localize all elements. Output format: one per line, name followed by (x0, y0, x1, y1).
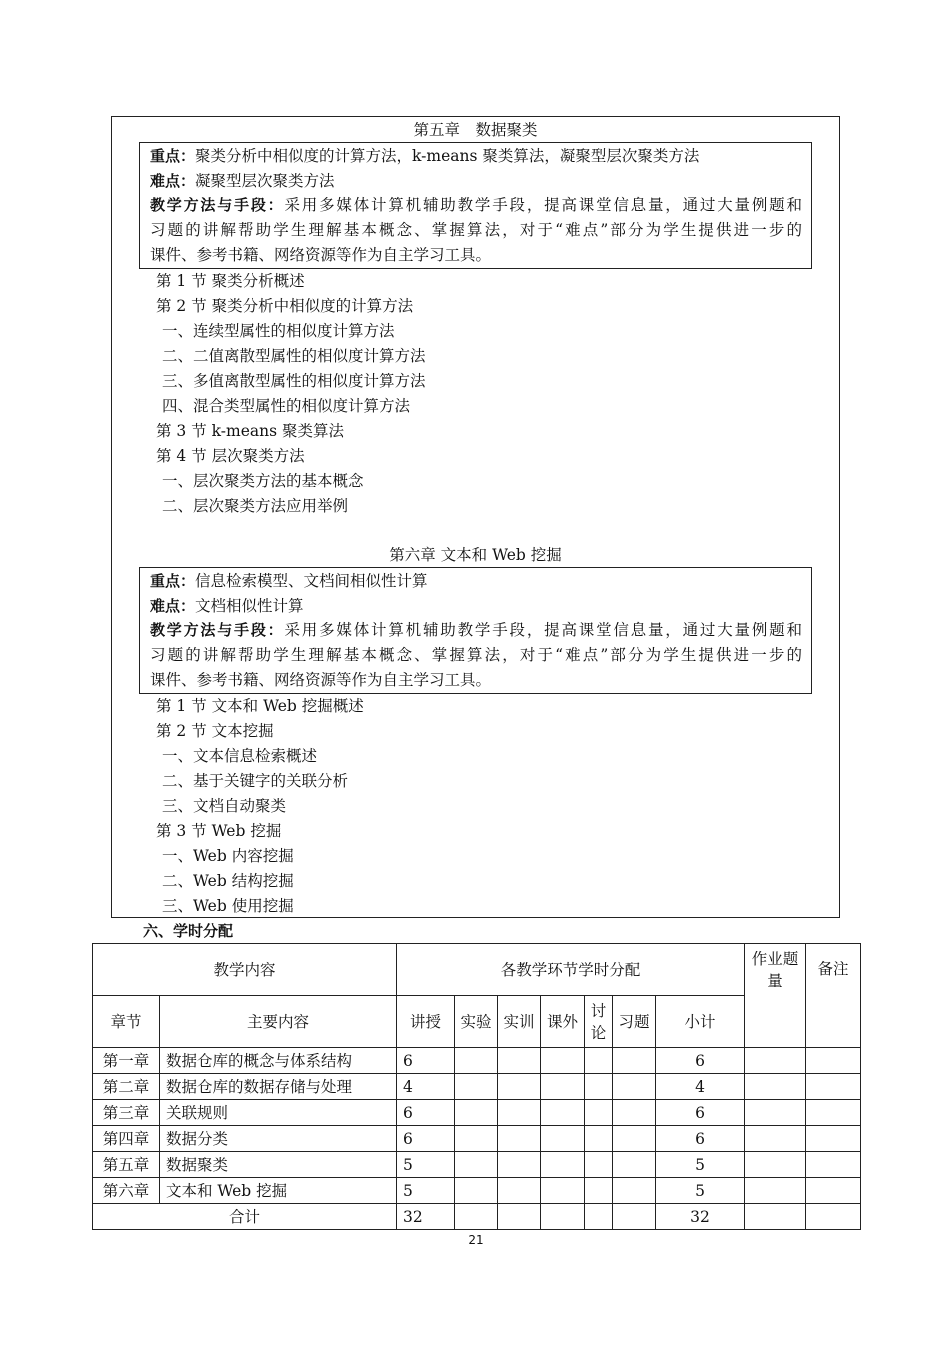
chapter6-difficult-line (150, 594, 802, 619)
total-subtotal-cell: 32 (656, 1204, 745, 1230)
outline-item: 三、Web 使用挖掘 (162, 897, 294, 915)
content-cell: 数据仓库的数据存储与处理 (160, 1074, 397, 1100)
header-cell: 实验 (455, 996, 498, 1048)
lecture-cell: 5 (397, 1152, 455, 1178)
chapter-cell: 第五章 (93, 1152, 160, 1178)
content-cell: 关联规则 (160, 1100, 397, 1126)
key-label: 重点： (150, 572, 196, 590)
method-text-end: 课件、参考书籍、网络资源等作为自主学习工具。 (150, 245, 492, 264)
chapter-cell: 第六章 (93, 1178, 160, 1204)
chapter6-keypoints-box (139, 567, 812, 694)
header-cell: 习题 (613, 996, 656, 1048)
chapter5-title: 第五章 数据聚类 (413, 121, 538, 139)
chapter5-method-line (150, 193, 802, 218)
table-row (93, 1152, 861, 1178)
method-text-cont: 习题的讲解帮助学生理解基本概念、掌握算法，对于“难点”部分为学生提供进一步的 (150, 221, 802, 240)
content-cell: 数据分类 (160, 1126, 397, 1152)
method-label: 教学方法与手段： (150, 621, 285, 640)
header-cell: 备注 (806, 944, 861, 1048)
chapter5-keypoints-box (139, 142, 812, 269)
chapter6-title: 第六章 文本和 Web 挖掘 (389, 546, 562, 564)
outline-item: 三、文档自动聚类 (162, 797, 287, 815)
lecture-cell: 6 (397, 1100, 455, 1126)
outline-item: 一、连续型属性的相似度计算方法 (162, 322, 395, 340)
outline-item: 二、层次聚类方法应用举例 (162, 497, 349, 515)
total-label-cell: 合计 (93, 1204, 397, 1230)
lecture-cell: 6 (397, 1126, 455, 1152)
key-text: 聚类分析中相似度的计算方法，k-means 聚类算法，凝聚型层次聚类方法 (195, 147, 700, 165)
table-total-row (93, 1204, 861, 1230)
header-cell: 章节 (93, 996, 160, 1048)
chapter5-difficult-line (150, 169, 802, 194)
outline-item: 二、基于关键字的关联分析 (162, 772, 349, 790)
content-cell: 文本和 Web 挖掘 (160, 1178, 397, 1204)
method-text: 采用多媒体计算机辅助教学手段，提高课堂信息量，通过大量例题和 (284, 196, 802, 215)
header-cell: 主要内容 (160, 996, 397, 1048)
outline-item: 第 3 节 Web 挖掘 (156, 822, 282, 840)
table-row (93, 1048, 861, 1074)
outline-item: 第 1 节 聚类分析概述 (156, 272, 305, 290)
total-lecture-cell: 32 (397, 1204, 455, 1230)
difficult-text: 文档相似性计算 (195, 596, 304, 615)
outline-item: 二、Web 结构挖掘 (162, 872, 294, 890)
header-cell: 小计 (656, 996, 745, 1048)
subtotal-cell: 4 (656, 1074, 745, 1100)
syllabus-frame (111, 116, 840, 918)
header-cell: 作业题量 (745, 944, 806, 1048)
header-cell: 讨论 (585, 996, 613, 1048)
chapter6-key-line (150, 569, 802, 594)
header-cell: 教学内容 (93, 944, 397, 996)
difficult-text: 凝聚型层次聚类方法 (195, 171, 335, 190)
hours-allocation-table (92, 943, 861, 1230)
outline-item: 二、二值离散型属性的相似度计算方法 (162, 347, 426, 365)
table-row (93, 1178, 861, 1204)
content-cell: 数据聚类 (160, 1152, 397, 1178)
subtotal-cell: 5 (656, 1178, 745, 1204)
lecture-cell: 6 (397, 1048, 455, 1074)
key-label: 重点： (150, 147, 196, 165)
outline-item: 第 1 节 文本和 Web 挖掘概述 (156, 697, 364, 715)
header-cell: 实训 (498, 996, 541, 1048)
outline-item: 四、混合类型属性的相似度计算方法 (162, 397, 411, 415)
chapter-cell: 第三章 (93, 1100, 160, 1126)
content-cell: 数据仓库的概念与体系结构 (160, 1048, 397, 1074)
lecture-cell: 4 (397, 1074, 455, 1100)
outline-item: 第 2 节 聚类分析中相似度的计算方法 (156, 297, 414, 315)
outline-item: 一、层次聚类方法的基本概念 (162, 472, 364, 490)
chapter-cell: 第一章 (93, 1048, 160, 1074)
header-cell: 讲授 (397, 996, 455, 1048)
table-header-row (93, 944, 861, 996)
chapter5-key-line (150, 144, 802, 169)
chapter6-outline (156, 694, 364, 919)
method-text: 采用多媒体计算机辅助教学手段，提高课堂信息量，通过大量例题和 (284, 621, 802, 640)
lecture-cell: 5 (397, 1178, 455, 1204)
header-cell: 课外 (541, 996, 585, 1048)
method-label: 教学方法与手段： (150, 196, 285, 215)
outline-item: 第 4 节 层次聚类方法 (156, 447, 305, 465)
subtotal-cell: 5 (656, 1152, 745, 1178)
outline-item: 一、Web 内容挖掘 (162, 847, 294, 865)
header-cell: 各教学环节学时分配 (397, 944, 745, 996)
outline-item: 第 2 节 文本挖掘 (156, 722, 274, 740)
chapter-cell: 第二章 (93, 1074, 160, 1100)
outline-item: 三、多值离散型属性的相似度计算方法 (162, 372, 426, 390)
chapter-cell: 第四章 (93, 1126, 160, 1152)
method-text-end: 课件、参考书籍、网络资源等作为自主学习工具。 (150, 670, 492, 689)
table-row (93, 1100, 861, 1126)
section-title: 六、学时分配 (143, 922, 234, 940)
outline-item: 第 3 节 k-means 聚类算法 (156, 422, 344, 440)
method-text-cont: 习题的讲解帮助学生理解基本概念、掌握算法，对于“难点”部分为学生提供进一步的 (150, 646, 802, 665)
difficult-label: 难点： (150, 596, 196, 615)
chapter5-outline (156, 269, 426, 519)
table-row (93, 1126, 861, 1152)
key-text: 信息检索模型、文档间相似性计算 (195, 572, 428, 590)
page-number: 21 (468, 1233, 484, 1247)
table-row (93, 1074, 861, 1100)
subtotal-cell: 6 (656, 1126, 745, 1152)
outline-item: 一、文本信息检索概述 (162, 747, 318, 765)
difficult-label: 难点： (150, 171, 196, 190)
subtotal-cell: 6 (656, 1100, 745, 1126)
subtotal-cell: 6 (656, 1048, 745, 1074)
chapter6-method-line (150, 618, 802, 643)
